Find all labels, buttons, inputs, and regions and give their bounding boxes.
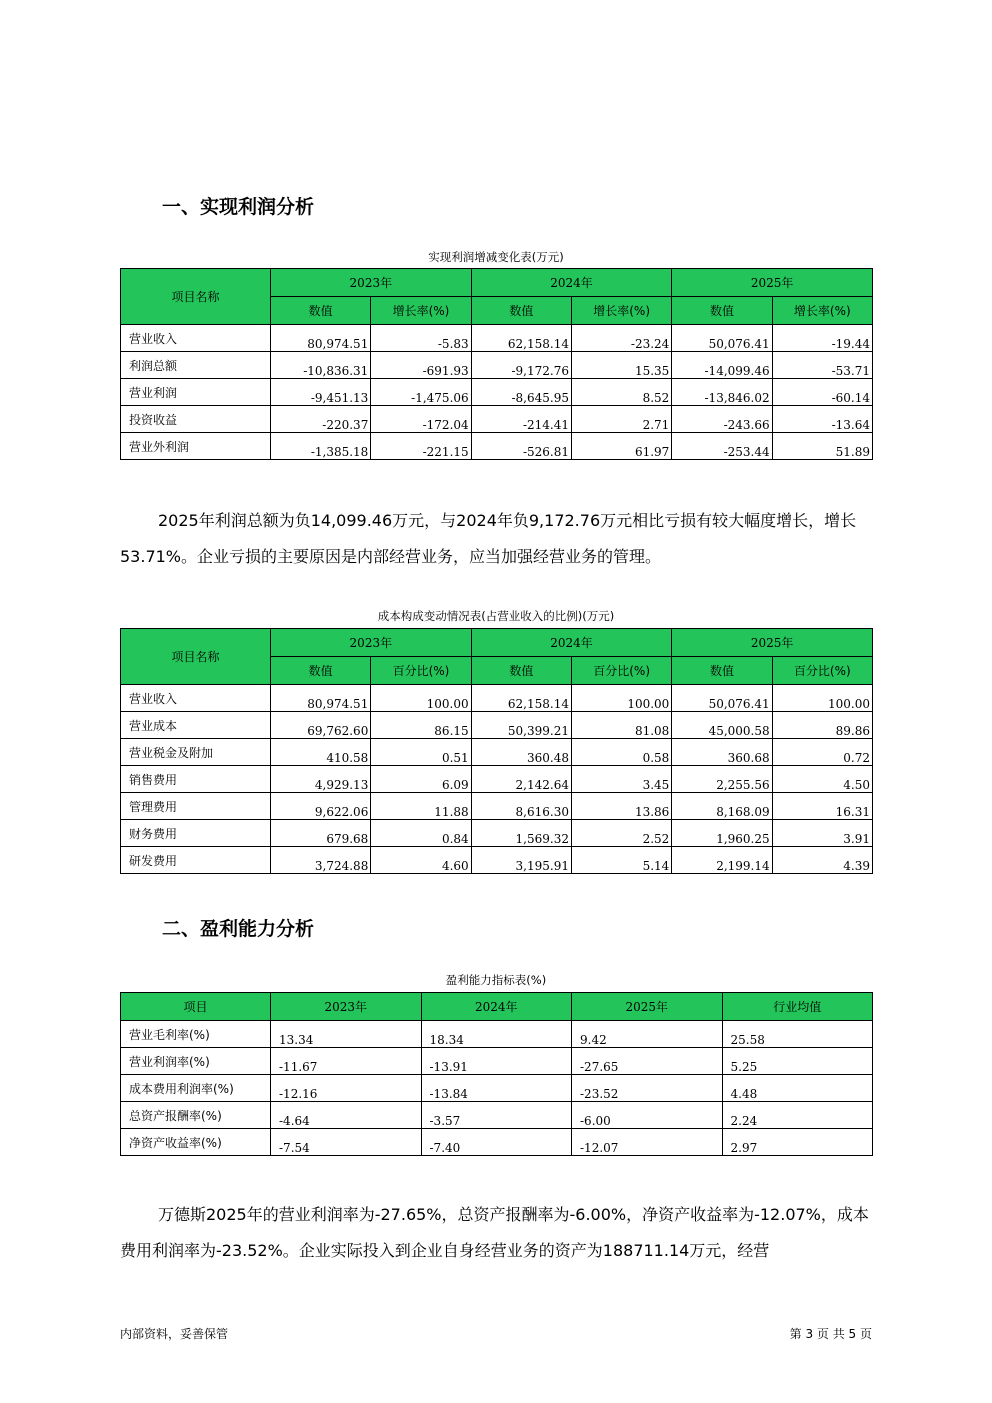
table2-year-header: 2025年 — [672, 629, 873, 657]
table-cell: -253.44 — [672, 433, 772, 460]
table-cell: 8.52 — [571, 379, 671, 406]
table-cell: -53.71 — [772, 352, 872, 379]
table-cell: -691.93 — [371, 352, 471, 379]
table1-year-header: 2025年 — [672, 269, 873, 297]
table-cell: 9.42 — [572, 1021, 723, 1048]
table-cell: 100.00 — [571, 685, 671, 712]
table2-sub-header: 数值 — [672, 657, 772, 685]
table2-sub-header: 数值 — [271, 657, 371, 685]
table-cell: -13.91 — [421, 1048, 572, 1075]
table1-year-header: 2024年 — [471, 269, 672, 297]
table-cell: -14,099.46 — [672, 352, 772, 379]
table-row — [121, 325, 873, 352]
table-row — [121, 766, 873, 793]
table-cell: 13.34 — [271, 1021, 422, 1048]
table1-sub-header: 增长率(%) — [772, 297, 872, 325]
table-cell: 4.50 — [772, 766, 872, 793]
table-cell: -19.44 — [772, 325, 872, 352]
table3-header: 行业均值 — [722, 993, 873, 1021]
table-cell: 0.58 — [571, 739, 671, 766]
row-label: 财务费用 — [121, 820, 271, 847]
table3-caption: 盈利能力指标表(%) — [445, 973, 547, 987]
table-cell: 50,399.21 — [471, 712, 571, 739]
table-cell: -526.81 — [471, 433, 571, 460]
row-label: 投资收益 — [121, 406, 271, 433]
table-cell: 80,974.51 — [271, 325, 371, 352]
table2-sub-header: 百分比(%) — [772, 657, 872, 685]
table-row — [121, 1129, 873, 1156]
table-cell: -12.07 — [572, 1129, 723, 1156]
table3-header: 2024年 — [421, 993, 572, 1021]
table-cell: 100.00 — [371, 685, 471, 712]
footer-page-number: 第 3 页 共 5 页 — [789, 1327, 872, 1341]
table-cell: -3.57 — [421, 1102, 572, 1129]
table-cell: 8,616.30 — [471, 793, 571, 820]
table-cell: 2.97 — [722, 1129, 873, 1156]
table2-sub-header: 数值 — [471, 657, 571, 685]
row-label: 研发费用 — [121, 847, 271, 874]
table-cell: 4,929.13 — [271, 766, 371, 793]
row-label: 总资产报酬率(%) — [121, 1102, 271, 1129]
table-cell: 86.15 — [371, 712, 471, 739]
table-cell: 62,158.14 — [471, 685, 571, 712]
table-cell: -23.24 — [571, 325, 671, 352]
table-cell: -6.00 — [572, 1102, 723, 1129]
table-cell: -9,451.13 — [271, 379, 371, 406]
table-cell: -12.16 — [271, 1075, 422, 1102]
table-row — [121, 1102, 873, 1129]
table1-sub-header: 数值 — [271, 297, 371, 325]
table-cell: -220.37 — [271, 406, 371, 433]
table-cell: -1,385.18 — [271, 433, 371, 460]
table-row — [121, 685, 873, 712]
table-cell: 410.58 — [271, 739, 371, 766]
table-cell: 80,974.51 — [271, 685, 371, 712]
row-label: 管理费用 — [121, 793, 271, 820]
table-cell: -172.04 — [371, 406, 471, 433]
table1-name-header: 项目名称 — [121, 269, 271, 325]
table-cell: 4.60 — [371, 847, 471, 874]
table-cell: 13.86 — [571, 793, 671, 820]
table-cell: -5.83 — [371, 325, 471, 352]
table-cell: 3,724.88 — [271, 847, 371, 874]
table-cell: 3.45 — [571, 766, 671, 793]
footer-confidential: 内部资料，妥善保管 — [120, 1327, 229, 1341]
table-cell: 679.68 — [271, 820, 371, 847]
table-cell: 18.34 — [421, 1021, 572, 1048]
table-cell: 8,168.09 — [672, 793, 772, 820]
table1-year-header: 2023年 — [271, 269, 472, 297]
cost-structure-table — [120, 628, 873, 874]
table1-caption: 实现利润增减变化表(万元) — [428, 250, 564, 264]
table-cell: -243.66 — [672, 406, 772, 433]
table-cell: 4.48 — [722, 1075, 873, 1102]
table-cell: 2.71 — [571, 406, 671, 433]
row-label: 净资产收益率(%) — [121, 1129, 271, 1156]
table1-sub-header: 数值 — [672, 297, 772, 325]
table-cell: 62,158.14 — [471, 325, 571, 352]
table-cell: 45,000.58 — [672, 712, 772, 739]
table-cell: 3,195.91 — [471, 847, 571, 874]
row-label: 销售费用 — [121, 766, 271, 793]
row-label: 营业收入 — [121, 685, 271, 712]
table-cell: 61.97 — [571, 433, 671, 460]
table-cell: -7.40 — [421, 1129, 572, 1156]
row-label: 营业利润 — [121, 379, 271, 406]
row-label: 营业毛利率(%) — [121, 1021, 271, 1048]
table2-sub-header: 百分比(%) — [571, 657, 671, 685]
table3-header: 项目 — [121, 993, 271, 1021]
table-cell: 25.58 — [722, 1021, 873, 1048]
table-cell: 0.51 — [371, 739, 471, 766]
table-cell: 5.14 — [571, 847, 671, 874]
table-cell: 1,569.32 — [471, 820, 571, 847]
profitability-table — [120, 992, 873, 1156]
row-label: 成本费用利润率(%) — [121, 1075, 271, 1102]
profitability-paragraph: 万德斯2025年的营业利润率为-27.65%，总资产报酬率为-6.00%，净资产收益率为-12.07%，成本费用利润率为-23.52%。企业实际投入到企业自身经营业务的资产为188711.14万元，经营 — [120, 1205, 869, 1260]
table-cell: 100.00 — [772, 685, 872, 712]
table-cell: -13,846.02 — [672, 379, 772, 406]
table-cell: 2.24 — [722, 1102, 873, 1129]
table-row — [121, 847, 873, 874]
row-label: 营业外利润 — [121, 433, 271, 460]
table3-header: 2025年 — [572, 993, 723, 1021]
table2-year-header: 2024年 — [471, 629, 672, 657]
row-label: 营业成本 — [121, 712, 271, 739]
table-cell: 9,622.06 — [271, 793, 371, 820]
table-cell: 81.08 — [571, 712, 671, 739]
table-cell: 2,142.64 — [471, 766, 571, 793]
table-cell: -13.84 — [421, 1075, 572, 1102]
table1-sub-header: 数值 — [471, 297, 571, 325]
table-cell: 360.48 — [471, 739, 571, 766]
table-row — [121, 793, 873, 820]
table-cell: 4.39 — [772, 847, 872, 874]
table-cell: 0.84 — [371, 820, 471, 847]
table-cell: 51.89 — [772, 433, 872, 460]
table-row — [121, 1048, 873, 1075]
table-cell: 50,076.41 — [672, 685, 772, 712]
table-cell: -11.67 — [271, 1048, 422, 1075]
table1-sub-header: 增长率(%) — [371, 297, 471, 325]
table-cell: -10,836.31 — [271, 352, 371, 379]
row-label: 营业税金及附加 — [121, 739, 271, 766]
table-cell: -8,645.95 — [471, 379, 571, 406]
table-row — [121, 1075, 873, 1102]
table2-year-header: 2023年 — [271, 629, 472, 657]
section-heading-profit: 一、实现利润分析 — [162, 196, 315, 218]
table-row — [121, 1021, 873, 1048]
table-cell: 2,255.56 — [672, 766, 772, 793]
table-row — [121, 433, 873, 460]
table-row — [121, 406, 873, 433]
table-cell: -221.15 — [371, 433, 471, 460]
table-cell: -214.41 — [471, 406, 571, 433]
table-cell: 89.86 — [772, 712, 872, 739]
table-cell: -60.14 — [772, 379, 872, 406]
table-cell: 2,199.14 — [672, 847, 772, 874]
row-label: 营业利润率(%) — [121, 1048, 271, 1075]
profit-change-table — [120, 268, 873, 460]
profit-analysis-paragraph: 2025年利润总额为负14,099.46万元，与2024年负9,172.76万元相比亏损有较大幅度增长，增长53.71%。企业亏损的主要原因是内部经营业务，应当加强经营业务的管理。 — [120, 511, 857, 566]
table3-header: 2023年 — [271, 993, 422, 1021]
table2-caption: 成本构成变动情况表(占营业收入的比例)(万元) — [377, 609, 615, 623]
table-row — [121, 352, 873, 379]
table-cell: -23.52 — [572, 1075, 723, 1102]
table1-sub-header: 增长率(%) — [571, 297, 671, 325]
table-cell: 3.91 — [772, 820, 872, 847]
table-cell: -27.65 — [572, 1048, 723, 1075]
table-cell: 5.25 — [722, 1048, 873, 1075]
table-cell: 2.52 — [571, 820, 671, 847]
table2-sub-header: 百分比(%) — [371, 657, 471, 685]
table-cell: 16.31 — [772, 793, 872, 820]
table-row — [121, 739, 873, 766]
row-label: 利润总额 — [121, 352, 271, 379]
table-row — [121, 820, 873, 847]
table-cell: 360.68 — [672, 739, 772, 766]
section-heading-profitability: 二、盈利能力分析 — [162, 918, 315, 940]
table2-name-header: 项目名称 — [121, 629, 271, 685]
table-cell: -7.54 — [271, 1129, 422, 1156]
table-row — [121, 712, 873, 739]
table-cell: 15.35 — [571, 352, 671, 379]
table-cell: 50,076.41 — [672, 325, 772, 352]
table-cell: 6.09 — [371, 766, 471, 793]
table-cell: -1,475.06 — [371, 379, 471, 406]
table-cell: -9,172.76 — [471, 352, 571, 379]
table-cell: 0.72 — [772, 739, 872, 766]
table-row — [121, 379, 873, 406]
row-label: 营业收入 — [121, 325, 271, 352]
table-cell: -4.64 — [271, 1102, 422, 1129]
table-cell: -13.64 — [772, 406, 872, 433]
table-cell: 11.88 — [371, 793, 471, 820]
table-cell: 1,960.25 — [672, 820, 772, 847]
table-cell: 69,762.60 — [271, 712, 371, 739]
